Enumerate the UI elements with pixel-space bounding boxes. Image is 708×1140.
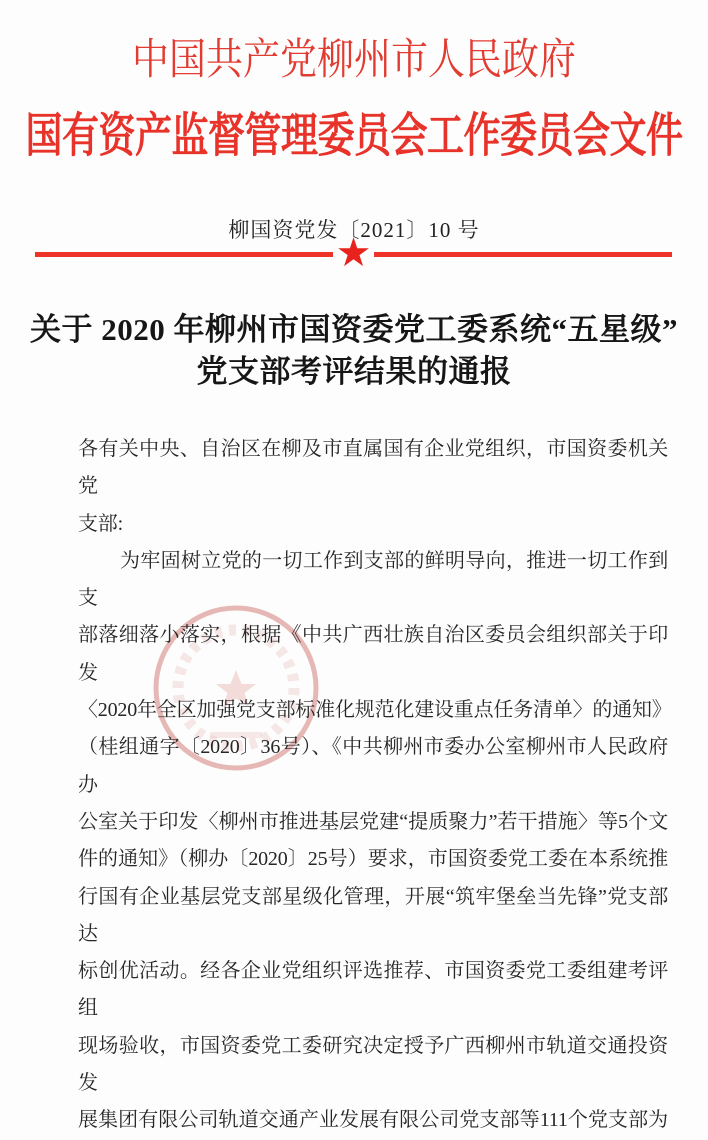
issuing-org-line-2: 国有资产监督管理委员会工作委员会文件 [25, 110, 683, 164]
body-line: 〈2020年全区加强党支部标准化规范化建设重点任务清单〉的通知》 [78, 699, 672, 722]
body-line: 支部: [78, 512, 123, 535]
document-title-line-1: 关于 2020 年柳州市国资委党工委系统“五星级” [30, 312, 678, 347]
body-line: （桂组通字〔2020〕36号）、《中共柳州市委办公室柳州市人民政府办 [78, 736, 668, 796]
body-line: 展集团有限公司轨道交通产业发展有限公司党支部等111个党支部为 [78, 1109, 668, 1132]
red-star-icon: ★ [335, 229, 372, 276]
body-line: 公室关于印发〈柳州市推进基层党建“提质聚力”若干措施〉等5个文 [78, 810, 668, 833]
body-line: 各有关中央、自治区在柳及市直属国有企业党组织，市国资委机关党 [78, 438, 668, 498]
body-line: 现场验收，市国资委党工委研究决定授予广西柳州市轨道交通投资发 [78, 1034, 668, 1095]
body-line: 行国有企业基层党支部星级化管理，开展“筑牢堡垒当先锋”党支部达 [78, 885, 668, 945]
body-line: 部落细落小落实，根据《中共广西壮族自治区委员会组织部关于印发 [78, 624, 668, 684]
document-number: 柳国资党发〔2021〕10 号 [228, 218, 480, 242]
document-title [0, 309, 708, 393]
body-line: 标创优活动。经各企业党组织评选推荐、市国资委党工委组建考评组 [78, 960, 668, 1020]
rule-left-segment [35, 252, 333, 257]
document-title-line-2: 党支部考评结果的通报 [196, 354, 512, 389]
body-line: 为牢固树立党的一切工作到支部的鲜明导向，推进一切工作到支 [78, 549, 668, 610]
rule-right-segment [374, 252, 672, 257]
document-body [78, 431, 672, 1140]
body-line: 件的通知》（柳办〔2020〕25号）要求，市国资委党工委在本系统推 [78, 848, 668, 871]
issuing-org-line-1: 中国共产党柳州市人民政府 [132, 36, 576, 85]
